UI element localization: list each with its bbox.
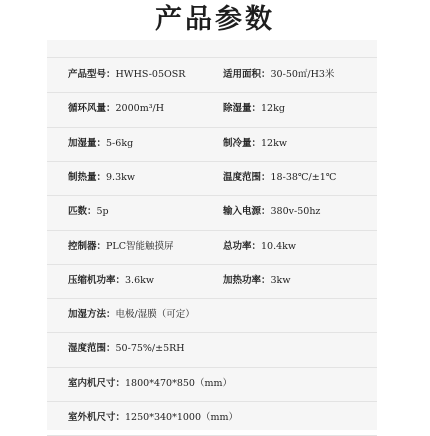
spec-row bbox=[47, 264, 377, 298]
spec-item bbox=[223, 230, 296, 264]
spec-sheet bbox=[47, 40, 377, 430]
spec-value: HWHS-05OSR bbox=[115, 69, 186, 80]
spec-item bbox=[223, 92, 285, 126]
spec-value: 3.6kw bbox=[125, 274, 155, 286]
spec-label: 室外机尺寸： bbox=[68, 412, 126, 423]
spec-value: 1250*340*1000（mm） bbox=[125, 412, 239, 423]
spec-label: 加热功率： bbox=[223, 274, 271, 286]
spec-item bbox=[68, 298, 195, 332]
spec-row bbox=[47, 298, 377, 332]
spec-label: 循环风量： bbox=[68, 103, 116, 115]
spec-value: 9.3kw bbox=[106, 171, 136, 183]
spec-value: 电极/湿膜（可定） bbox=[115, 309, 195, 321]
spec-item bbox=[68, 161, 135, 195]
spec-row bbox=[47, 332, 377, 366]
spec-item bbox=[223, 264, 290, 298]
spec-value: 12kg bbox=[261, 103, 285, 115]
spec-label: 产品型号： bbox=[68, 69, 116, 80]
spec-row bbox=[47, 230, 377, 264]
spec-value: PLC智能触摸屏 bbox=[106, 240, 174, 252]
spec-row bbox=[47, 92, 377, 126]
spec-item bbox=[68, 58, 185, 92]
spec-label: 室内机尺寸： bbox=[68, 377, 126, 389]
spec-value: 2000m³/H bbox=[115, 103, 164, 115]
spec-item bbox=[68, 92, 164, 126]
spec-row bbox=[47, 127, 377, 161]
spec-row bbox=[47, 161, 377, 195]
spec-value: 380v-50hz bbox=[270, 206, 321, 218]
spec-row bbox=[47, 58, 377, 92]
spec-label: 制冷量： bbox=[223, 137, 262, 149]
spec-item bbox=[223, 195, 320, 229]
spec-label: 控制器： bbox=[68, 240, 107, 252]
spec-item bbox=[68, 332, 185, 366]
spec-label: 总功率： bbox=[223, 240, 262, 252]
spec-value: 30-50㎡/H3米 bbox=[270, 69, 335, 80]
spec-label: 匹数： bbox=[68, 206, 97, 218]
spec-item bbox=[223, 161, 336, 195]
spec-label: 适用面积： bbox=[223, 69, 271, 80]
spec-item bbox=[223, 127, 287, 161]
spec-label: 压缩机功率： bbox=[68, 274, 126, 286]
spec-item bbox=[68, 127, 133, 161]
spec-label: 加湿量： bbox=[68, 137, 107, 149]
spec-item bbox=[68, 264, 154, 298]
spec-row bbox=[47, 195, 377, 229]
spec-value: 1800*470*850（mm） bbox=[125, 377, 232, 389]
spec-value: 50-75%/±5RH bbox=[115, 343, 185, 355]
spec-label: 加湿方法： bbox=[68, 309, 116, 321]
spec-label: 湿度范围： bbox=[68, 343, 116, 355]
spec-value: 18-38℃/±1℃ bbox=[270, 171, 337, 183]
spec-value: 5p bbox=[96, 206, 109, 218]
spec-label: 温度范围： bbox=[223, 171, 271, 183]
spec-value: 10.4kw bbox=[261, 240, 297, 252]
spec-item bbox=[223, 58, 334, 92]
spec-value: 12kw bbox=[261, 137, 287, 149]
spec-item bbox=[68, 195, 109, 229]
spec-value: 5-6kg bbox=[106, 137, 134, 149]
spec-label: 输入电源： bbox=[223, 206, 271, 218]
spec-label: 制热量： bbox=[68, 171, 107, 183]
page-title: 产品参数 bbox=[155, 4, 275, 35]
spec-item bbox=[68, 367, 232, 401]
spec-row bbox=[47, 367, 377, 401]
spec-label: 除湿量： bbox=[223, 103, 262, 115]
spec-item bbox=[68, 230, 174, 264]
spec-value: 3kw bbox=[270, 274, 291, 286]
